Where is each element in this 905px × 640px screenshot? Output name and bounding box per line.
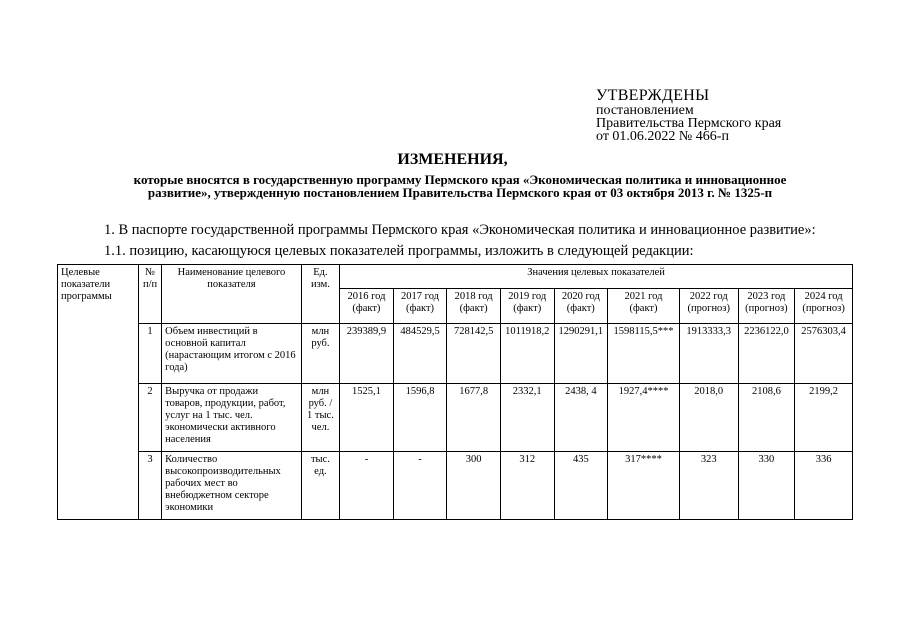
row-value: 239389,9 — [340, 324, 394, 384]
row-value: 1598115,5*** — [608, 324, 680, 384]
row-name: Количество высокопроизводительных рабочих мест во внебюджетном секторе экономики — [162, 452, 302, 520]
row-value: 2236122,0 — [738, 324, 795, 384]
row-value: 1290291,1 — [554, 324, 608, 384]
row-name: Объем инвестиций в основной капитал (нарастающим итогом с 2016 года) — [162, 324, 302, 384]
row-value: 484529,5 — [393, 324, 447, 384]
year-header: 2024 год (прогноз) — [795, 289, 853, 324]
row-value: 1677,8 — [447, 384, 501, 452]
row-value: 323 — [679, 452, 738, 520]
paragraph-1-1: 1.1. позицию, касающуюся целевых показателей программы, изложить в следующей редакции: — [104, 243, 694, 259]
row-value: 2438, 4 — [554, 384, 608, 452]
row-value: 2576303,4 — [795, 324, 853, 384]
header-indicator-name: Наименование целевого показателя — [162, 265, 302, 324]
year-header: 2022 год (прогноз) — [679, 289, 738, 324]
row-value: 300 — [447, 452, 501, 520]
row-value: 317**** — [608, 452, 680, 520]
row-value: 2199,2 — [795, 384, 853, 452]
year-header: 2021 год (факт) — [608, 289, 680, 324]
table-header-row — [58, 265, 853, 289]
row-value: 1525,1 — [340, 384, 394, 452]
header-values-title: Значения целевых показателей — [340, 265, 853, 289]
header-number: № п/п — [138, 265, 161, 324]
subtitle-line-2: развитие», утвержденную постановлением Правительства Пермского края от 03 октября 2013 г. № 1325-п — [147, 185, 773, 200]
target-indicators-table — [57, 264, 853, 520]
row-value: 336 — [795, 452, 853, 520]
year-header: 2017 год (факт) — [393, 289, 447, 324]
document-title: ИЗМЕНЕНИЯ, — [397, 151, 508, 168]
row-value: 435 — [554, 452, 608, 520]
year-header: 2018 год (факт) — [447, 289, 501, 324]
document-subtitle — [60, 173, 860, 199]
header-unit: Ед. изм. — [301, 265, 339, 324]
row-value: 2332,1 — [500, 384, 554, 452]
row-value: 312 — [500, 452, 554, 520]
year-header: 2016 год (факт) — [340, 289, 394, 324]
row-value: - — [393, 452, 447, 520]
paragraph-1: 1. В паспорте государственной программы Пермского края «Экономическая политика и инновационное развитие»: — [104, 222, 816, 238]
row-value: 1011918,2 — [500, 324, 554, 384]
table-row — [58, 452, 853, 520]
header-target-indicators: Целевые показатели программы — [58, 265, 139, 520]
row-value: 1913333,3 — [679, 324, 738, 384]
approval-line-2: постановлением — [596, 103, 694, 118]
subtitle-line-1: которые вносятся в государственную программу Пермского края «Экономическая политика и инновационное — [133, 172, 787, 187]
row-name: Выручка от продажи товаров, продукции, работ, услуг на 1 тыс. чел. экономически активного населения — [162, 384, 302, 452]
table-row — [58, 324, 853, 384]
row-unit: тыс. ед. — [301, 452, 339, 520]
row-value: 1927,4**** — [608, 384, 680, 452]
row-value: - — [340, 452, 394, 520]
row-value: 2018,0 — [679, 384, 738, 452]
row-index: 2 — [138, 384, 161, 452]
row-value: 2108,6 — [738, 384, 795, 452]
row-unit: млн руб. / 1 тыс. чел. — [301, 384, 339, 452]
row-unit: млн руб. — [301, 324, 339, 384]
row-value: 330 — [738, 452, 795, 520]
row-value: 728142,5 — [447, 324, 501, 384]
year-header: 2023 год (прогноз) — [738, 289, 795, 324]
approval-line-3: Правительства Пермского края — [596, 116, 782, 131]
row-index: 1 — [138, 324, 161, 384]
row-index: 3 — [138, 452, 161, 520]
row-value: 1596,8 — [393, 384, 447, 452]
approval-heading: УТВЕРЖДЕНЫ — [596, 87, 710, 104]
year-header: 2020 год (факт) — [554, 289, 608, 324]
table-row — [58, 384, 853, 452]
approval-line-4: от 01.06.2022 № 466-п — [596, 129, 729, 144]
year-header: 2019 год (факт) — [500, 289, 554, 324]
approval-block — [596, 88, 781, 143]
